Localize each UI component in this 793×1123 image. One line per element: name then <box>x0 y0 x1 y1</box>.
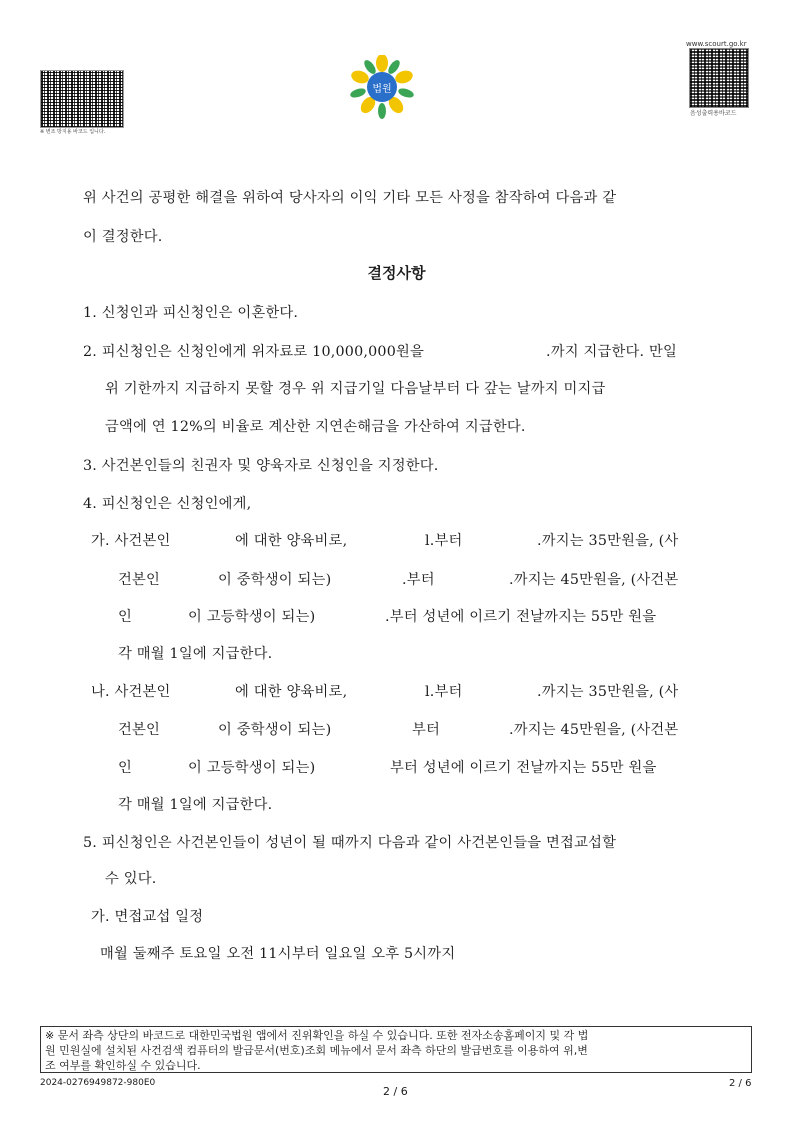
ga-line-1-a: 가. 사건본인 <box>91 533 171 549</box>
na-line-2-d: .까지는 45만원을, (사건본 <box>509 722 679 738</box>
page-number-right: 2 / 6 <box>729 1078 752 1089</box>
notice-line-2: 원 민원실에 설치된 사건검색 컴퓨터의 발급문서(번호)조회 메뉴에서 문서 좌측 하단의 발급번호를 이용하여 위,변 <box>45 1044 588 1057</box>
issue-number: 2024-0276949872-980E0 <box>40 1078 156 1088</box>
na-line-2-b: 이 중학생이 되는) <box>218 722 332 738</box>
page-number-center: 2 / 6 <box>383 1085 408 1098</box>
ga-line-3-b: 이 고등학생이 되는) <box>188 609 316 625</box>
decision-heading: 결정사항 <box>367 264 426 282</box>
ga-line-1-c: l.부터 <box>425 533 463 549</box>
na-line-3-c: 부터 성년에 이르기 전날까지는 55만 원을 <box>390 760 657 776</box>
court-url: www.scourt.go.kr <box>686 40 747 48</box>
ga-line-4: 각 매월 1일에 지급한다. <box>118 646 273 662</box>
ga-line-3-c: .부터 성년에 이르기 전날까지는 55만 원을 <box>385 609 657 625</box>
visit-schedule: 매월 둘째주 토요일 오전 11시부터 일요일 오후 5시까지 <box>100 946 456 962</box>
ga-line-2-b: 이 중학생이 되는) <box>218 572 332 588</box>
intro-line-2: 이 결정한다. <box>83 229 163 245</box>
intro-line-1: 위 사건의 공평한 해결을 위하여 당사자의 이익 기타 모든 사정을 참작하여 다음과 같 <box>83 190 617 206</box>
item-5-line-2: 수 있다. <box>105 871 157 887</box>
item-5-line-1: 5. 피신청인은 사건본인들이 성년이 될 때까지 다음과 같이 사건본인들을 면접교섭할 <box>83 835 617 851</box>
ga-line-1-d: .까지는 35만원을, (사 <box>537 533 679 549</box>
na-line-3-b: 이 고등학생이 되는) <box>188 760 316 776</box>
seal-label: 법원 <box>372 84 392 95</box>
ga-line-1-b: 에 대한 양육비로, <box>235 533 348 549</box>
item-3: 3. 사건본인들의 친권자 및 양육자로 신청인을 지정한다. <box>83 458 439 474</box>
na-line-4: 각 매월 1일에 지급한다. <box>118 797 273 813</box>
notice-line-1: ※ 문서 좌측 상단의 바코드로 대한민국법원 앱에서 진위확인을 하실 수 있습니다. 또한 전자소송홈페이지 및 각 법 <box>45 1029 589 1042</box>
na-line-1-b: 에 대한 양육비로, <box>235 684 348 700</box>
visit-subheading: 가. 면접교섭 일정 <box>91 909 204 925</box>
na-line-3-a: 인 <box>118 760 133 776</box>
qr-caption: 음성출력용바코드 <box>690 110 737 117</box>
item-2-part-a: 2. 피신청인은 신청인에게 위자료로 10,000,000원을 <box>83 344 425 360</box>
ga-line-2-c: .부터 <box>402 572 435 588</box>
voice-output-barcode <box>689 48 749 108</box>
na-line-1-c: l.부터 <box>425 684 463 700</box>
na-line-1-d: .까지는 35만원을, (사 <box>537 684 679 700</box>
item-2-part-b: .까지 지급한다. 만일 <box>546 344 678 360</box>
ga-line-2-a: 건본인 <box>118 572 161 588</box>
ga-line-2-d: .까지는 45만원을, (사건본 <box>509 572 679 588</box>
item-1: 1. 신청인과 피신청인은 이혼한다. <box>83 305 299 321</box>
na-line-2-a: 건본인 <box>118 722 161 738</box>
verification-notice <box>40 1026 752 1073</box>
item-2-line-3: 금액에 연 12%의 비율로 계산한 지연손해금을 가산하여 지급한다. <box>105 419 526 435</box>
item-2-line-2: 위 기한까지 지급하지 못할 경우 위 지급기일 다음날부터 다 갚는 날까지 미지급 <box>105 381 606 397</box>
verification-barcode <box>40 70 124 128</box>
na-line-2-c: 부터 <box>412 722 441 738</box>
ga-line-3-a: 인 <box>118 609 133 625</box>
na-line-1-a: 나. 사건본인 <box>91 684 171 700</box>
notice-line-3: 조 여부를 확인하실 수 있습니다. <box>45 1059 201 1072</box>
item-4: 4. 피신청인은 신청인에게, <box>83 496 252 512</box>
barcode-caption: ※ 변조 방지용 바코드 입니다. <box>40 129 106 135</box>
